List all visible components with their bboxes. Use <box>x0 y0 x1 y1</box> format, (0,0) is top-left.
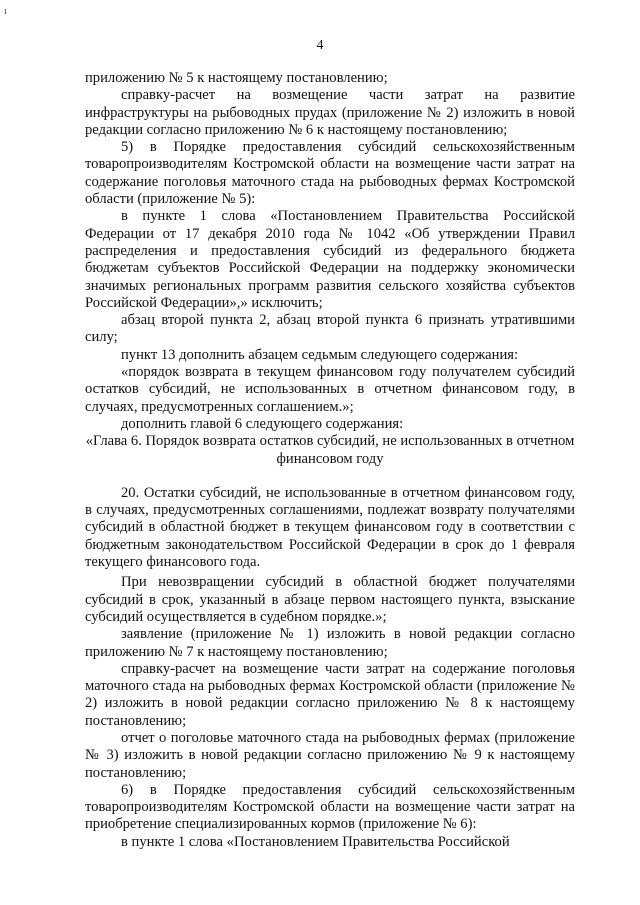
margin-mark: ı <box>4 6 7 17</box>
paragraph: 20. Остатки субсидий, не использованные в отчетном финансовом году, в случаях, предусмотренных соглашениями, подлежат возврату получателями субсидий в областной бюджет в текущем финансовом году в соответствии с бюджетным законодательством Российской Федерации в срок до 1 февраля текущего финансового года. <box>85 484 575 571</box>
paragraph: в пункте 1 слова «Постановлением Правительства Российской Федерации от 17 декабря 2010 года № 1042 «Об утверждении Правил распределения и предоставления субсидий из федерального бюджета бюджетам субъектов Российской Федерации на поддержку экономически значимых региональных программ развития сельского хозяйства субъектов Российской Федерации»,» исключить; <box>85 208 575 311</box>
paragraph: абзац второй пункта 2, абзац второй пункта 6 признать утратившими силу; <box>85 312 575 346</box>
paragraph: пункт 13 дополнить абзацем седьмым следующего содержания: <box>121 346 519 363</box>
paragraph: в пункте 1 слова «Постановлением Правительства Российской <box>121 833 510 850</box>
paragraph: 5) в Порядке предоставления субсидий сельскохозяйственным товаропроизводителям Костромской области на возмещение части затрат на содержание поголовья маточного стада на рыбоводных фермах Костромской области (приложение № 5): <box>85 139 575 208</box>
paragraph: При невозвращении субсидий в областной бюджет получателями субсидий в срок, указанный в абзаце первом настоящего пункта, взыскание субсидий осуществляется в судебном порядке.»; <box>85 574 575 625</box>
paragraph: приложению № 5 к настоящему постановлению; <box>85 70 388 86</box>
chapter-heading: «Глава 6. Порядок возврата остатков субсидий, не использованных в отчетном финансовом году <box>85 433 575 467</box>
paragraph: 6) в Порядке предоставления субсидий сельскохозяйственным товаропроизводителям Костромской области на возмещение части затрат на приобретение специализированных кормов (приложение № 6): <box>85 781 575 833</box>
paragraph: дополнить главой 6 следующего содержания: <box>121 415 404 432</box>
paragraph: отчет о поголовье маточного стада на рыбоводных фермах (приложение № 3) изложить в новой редакции согласно приложению № 9 к настоящему постановлению; <box>85 729 575 781</box>
paragraph: «порядок возврата в текущем финансовом году получателем субсидий остатков субсидий, не использованных в отчетном финансовом году, в случаях, предусмотренных соглашением.»; <box>85 364 575 415</box>
paragraph: справку-расчет на возмещение части затрат на содержание поголовья маточного стада на рыбоводных фермах Костромской области (приложение № 2) изложить в новой редакции согласно приложению № 8 к настоящему постановлению; <box>85 660 575 729</box>
page-number: 4 <box>316 38 324 53</box>
document-body <box>85 70 575 851</box>
paragraph: заявление (приложение № 1) изложить в новой редакции согласно приложению № 7 к настоящему постановлению; <box>85 626 575 660</box>
paragraph: справку-расчет на возмещение части затрат на развитие инфраструктуры на рыбоводных прудах (приложение № 2) изложить в новой редакции согласно приложению № 6 к настоящему постановлению; <box>85 87 575 138</box>
